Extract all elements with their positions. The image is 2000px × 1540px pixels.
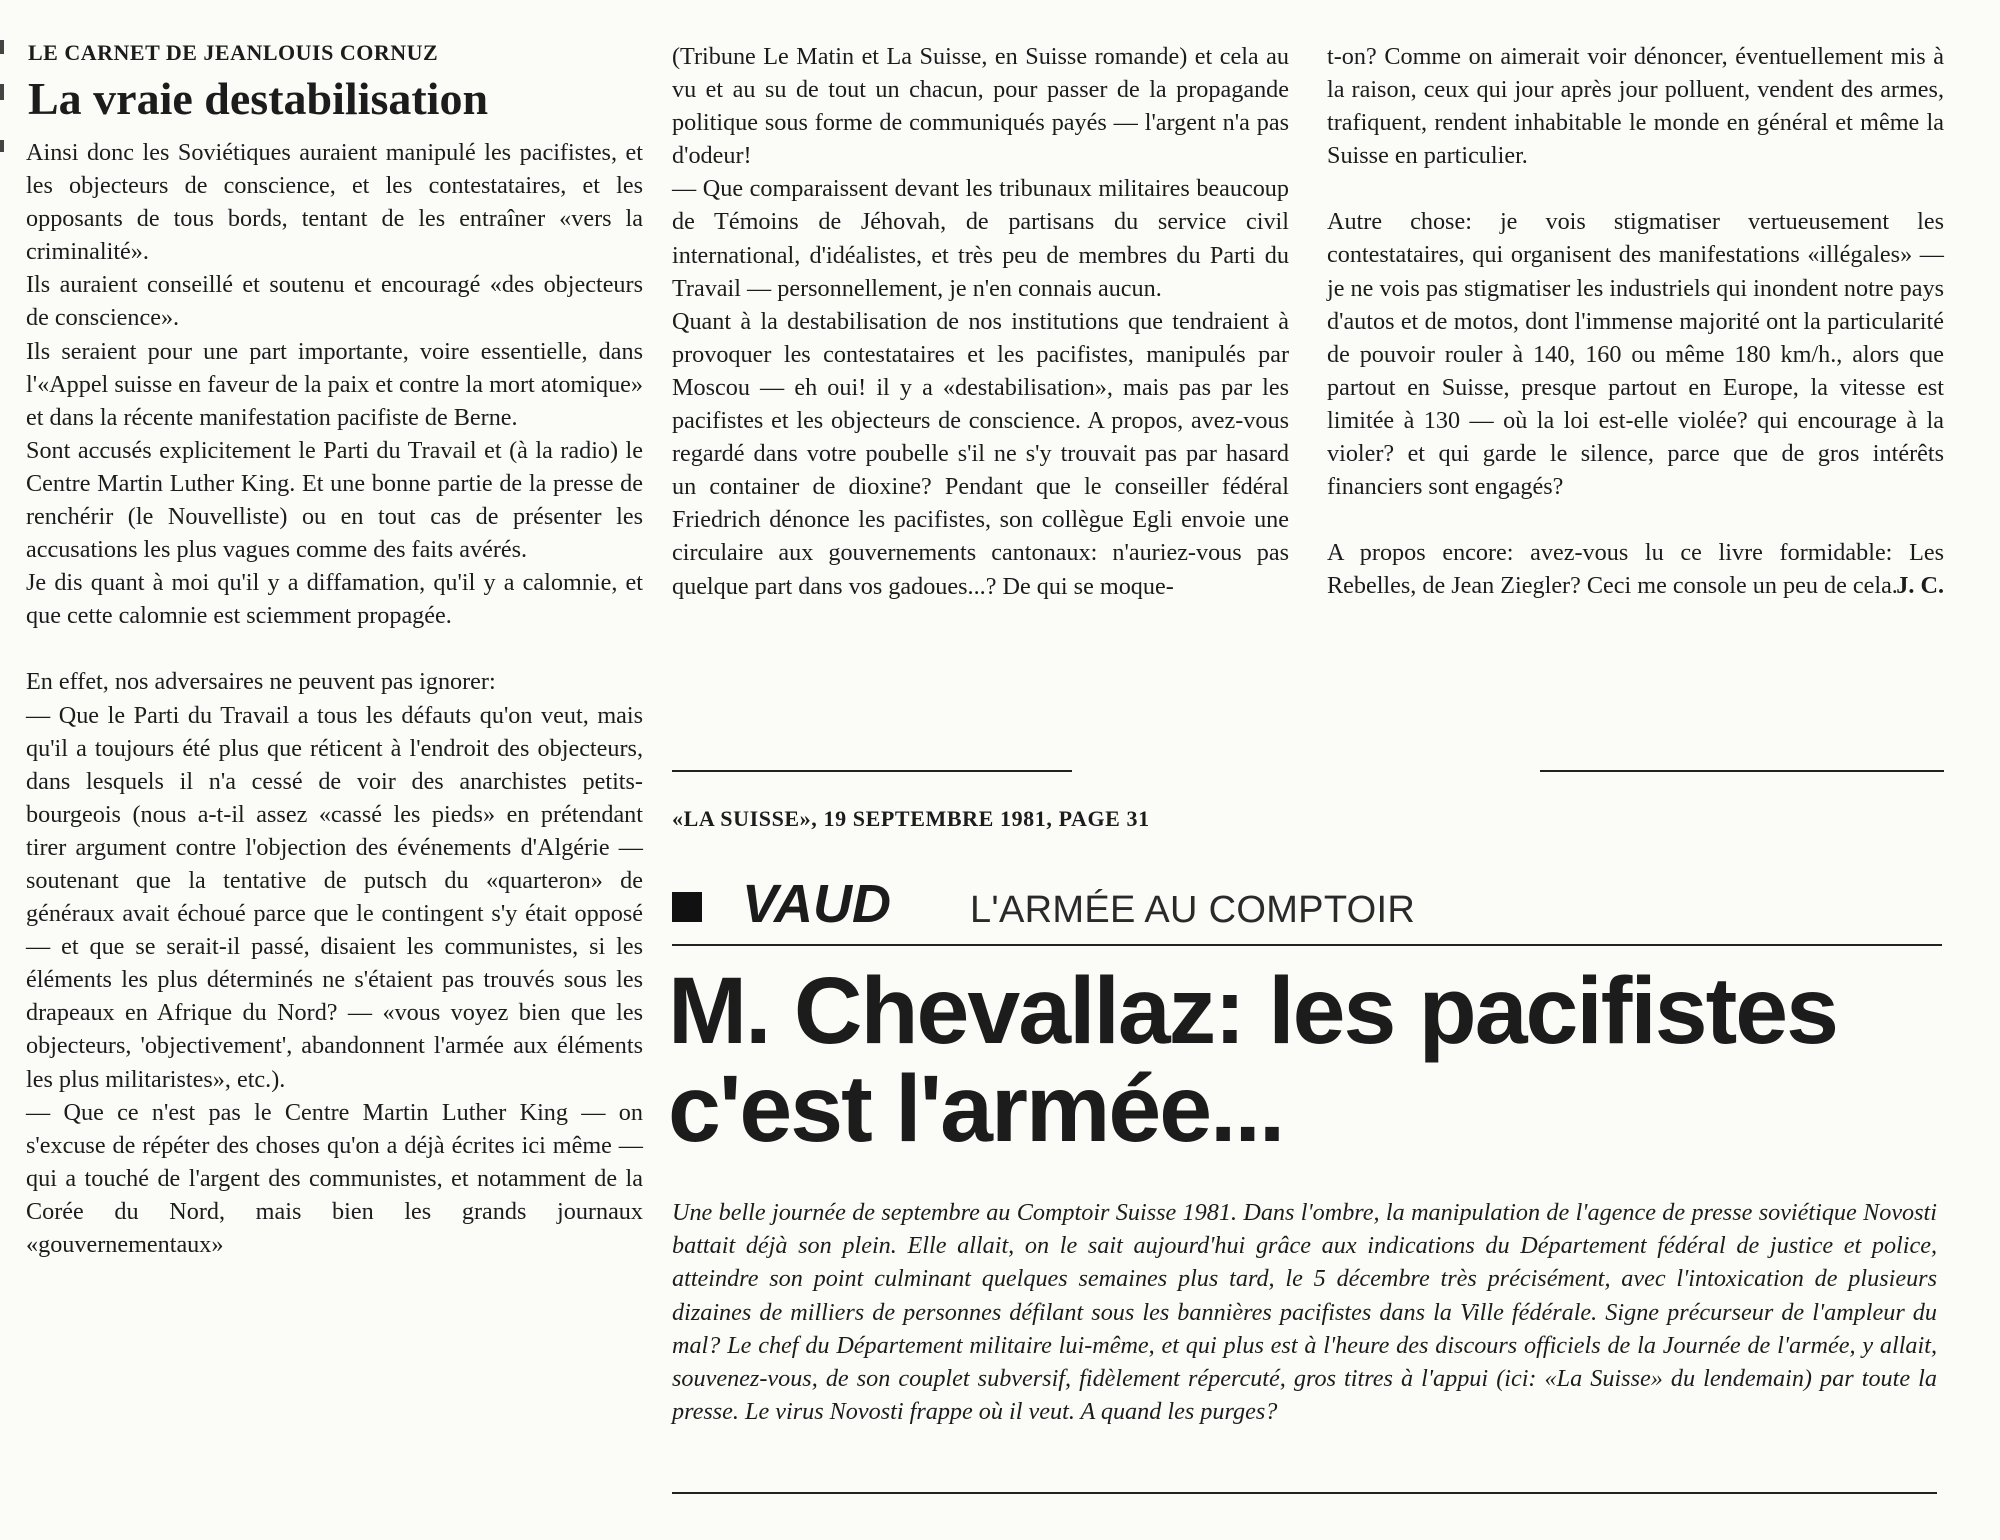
clipping-dateline: «LA SUISSE», 19 SEPTEMBRE 1981, PAGE 31 [672, 806, 1150, 831]
paragraph: — Que comparaissent devant les tribunaux militaires beaucoup de Témoins de Jéhovah, de partisans du service civil international, d'idéalistes, et très peu de membres du Parti du Travail — personnellement, je n'en connais aucun. [672, 175, 1289, 302]
paragraph: t-on? Comme on aimerait voir dénoncer, éventuellement mis à la raison, ceux qui jour après jour polluent, vendent des armes, trafiquent, rendent inhabitable le monde en général et même la Suisse en particulier. [1327, 43, 1944, 170]
article-title: La vraie destabilisation [28, 73, 489, 124]
article-body-col1 [26, 136, 643, 1261]
paragraph: Ils auraient conseillé et soutenu et encouragé «des objecteurs de conscience». [26, 271, 643, 332]
clipping-headline: M. Chevallaz: les pacifistes c'est l'armée... [668, 958, 1837, 1162]
section-header [672, 876, 1942, 936]
column-kicker: LE CARNET DE JEANLOUIS CORNUZ [28, 40, 439, 65]
clipping-end-rule [672, 1492, 1937, 1494]
paragraph: Ils seraient pour une part importante, voire essentielle, dans l'«Appel suisse en faveur de la paix et contre la mort atomique» et dans la récente manifestation pacifiste de Berne. [26, 337, 643, 431]
section-rule [672, 944, 1942, 946]
clipping-lead-paragraph: Une belle journée de septembre au Comptoir Suisse 1981. Dans l'ombre, la manipulation de l'agence de presse soviétique Novosti battait déjà son plein. Elle allait, on le sait aujourd'hui grâce aux indications du Département fédéral de justice et police, atteindre son point culminant quelques semaines plus tard, le 5 décembre très précisément, avec l'intoxication de plusieurs dizaines de milliers de personnes défilant sous les bannières pacifistes dans la Ville fédérale. Signe précurseur de l'ampleur du mal? Le chef du Département militaire lui-même, et qui plus est à l'heure des discours officiels de la Journée de l'armée, y allait, souvenez-vous, de son couplet subversif, fidèlement répercuté, gros titres à l'appui (ici: «La Suisse» du lendemain) par toute la presse. Le virus Novosti frappe où il veut. A quand les purges? [672, 1199, 1937, 1426]
paragraph: Sont accusés explicitement le Parti du Travail et (à la radio) le Centre Martin Luther King. Et une bonne partie de la presse de renchérir (le Nouvelliste) ou en tout cas de présenter les accusations les plus vagues comme des faits avérés. [26, 436, 643, 564]
page-edge-mark [0, 140, 4, 152]
column-end-rule [672, 770, 1072, 772]
page-edge-mark [0, 84, 4, 100]
paragraph: Ainsi donc les Soviétiques auraient manipulé les pacifistes, et les objecteurs de conscience, et les contestataires, et les opposants de tous bords, tentant de les entraîner «vers la criminalité». [26, 139, 643, 266]
section-square-icon [672, 892, 702, 922]
paragraph: Je dis quant à moi qu'il y a diffamation, qu'il y a calomnie, et que cette calomnie est sciemment propagée. [26, 569, 643, 630]
paragraph: (Tribune Le Matin et La Suisse, en Suisse romande) et cela au vu et au su de tout un chacun, pour passer de la propagande politique sous forme de communiqués payés — l'argent n'a pas d'odeur! [672, 43, 1289, 170]
paragraph: Quant à la destabilisation de nos institutions que tendraient à provoquer les contestataires et les pacifistes, manipulés par Moscou — eh oui! il y a «destabilisation», mais pas par les pacifistes et les objecteurs de conscience. A propos, avez-vous regardé dans votre poubelle s'il ne s'y trouvait pas par hasard un container de dioxine? Pendant que le conseiller fédéral Friedrich dénonce les pacifistes, son collègue Egli envoie une circulaire aux gouvernements cantonaux: n'auriez-vous pas quelque part dans vos gadoues...? De qui se moque- [672, 307, 1289, 600]
section-label: VAUD [742, 874, 892, 934]
article-end-rule [1540, 770, 1944, 772]
page-edge-mark [0, 40, 4, 54]
article-column-1 [26, 40, 643, 1261]
article-column-2 [672, 40, 1289, 603]
article-body-col3 [1327, 40, 1944, 603]
paragraph: Autre chose: je vois stigmatiser vertueusement les contestataires, qui organisent des manifestations «illégales» — je ne vois pas stigmatiser les industriels qui inondent notre pays d'autos et de motos, dont l'immense majorité ont la particularité de pouvoir rouler à 140, 160 ou même 180 km/h., alors que partout en Suisse, presque partout en Europe, la vitesse est limitée à 130 — où la loi est-elle violée? qui encourage à la violer? et qui garde le silence, parce que de gros intérêts financiers sont engagés? [1327, 208, 1944, 501]
paragraph: En effet, nos adversaires ne peuvent pas ignorer: [26, 668, 496, 696]
paragraph: — Que le Parti du Travail a tous les défauts qu'on veut, mais qu'il a toujours été plus que réticent à l'endroit des objecteurs, dans lesquels il n'a cessé de voir des anarchistes petits-bourgeois (nous a-t-il assez «cassé les pieds» en prétendant tirer argument contre l'objection des événements d'Algérie — soutenant que la tentative de putsch du «quarteron» de généraux avait échoué parce que le contingent s'y était opposé — et que se serait-il passé, disaient les communistes, si les éléments les plus déterminés ne s'étaient pas trouvés sous les drapeaux en Afrique du Nord? — «vous voyez bien que les objecteurs, 'objectivement', abandonnent l'armée aux éléments les plus militaristes», etc.). [26, 701, 643, 1093]
paragraph: — Que ce n'est pas le Centre Martin Luther King — on s'excuse de répéter des choses qu'on a déjà écrites ici même — qui a touché de l'argent des communistes, et notamment de la Corée du Nord, mais bien les grands journaux «gouvernementaux» [26, 1098, 643, 1258]
article-column-3 [1327, 40, 1944, 603]
section-topic: L'ARMÉE AU COMPTOIR [970, 889, 1416, 931]
paragraph: A propos encore: avez-vous lu ce livre formidable: Les Rebelles, de Jean Ziegler? Ceci me console un peu de cela. [1327, 539, 1944, 600]
author-signature: J. C. [1896, 572, 1944, 600]
article-body-col2 [672, 40, 1289, 603]
